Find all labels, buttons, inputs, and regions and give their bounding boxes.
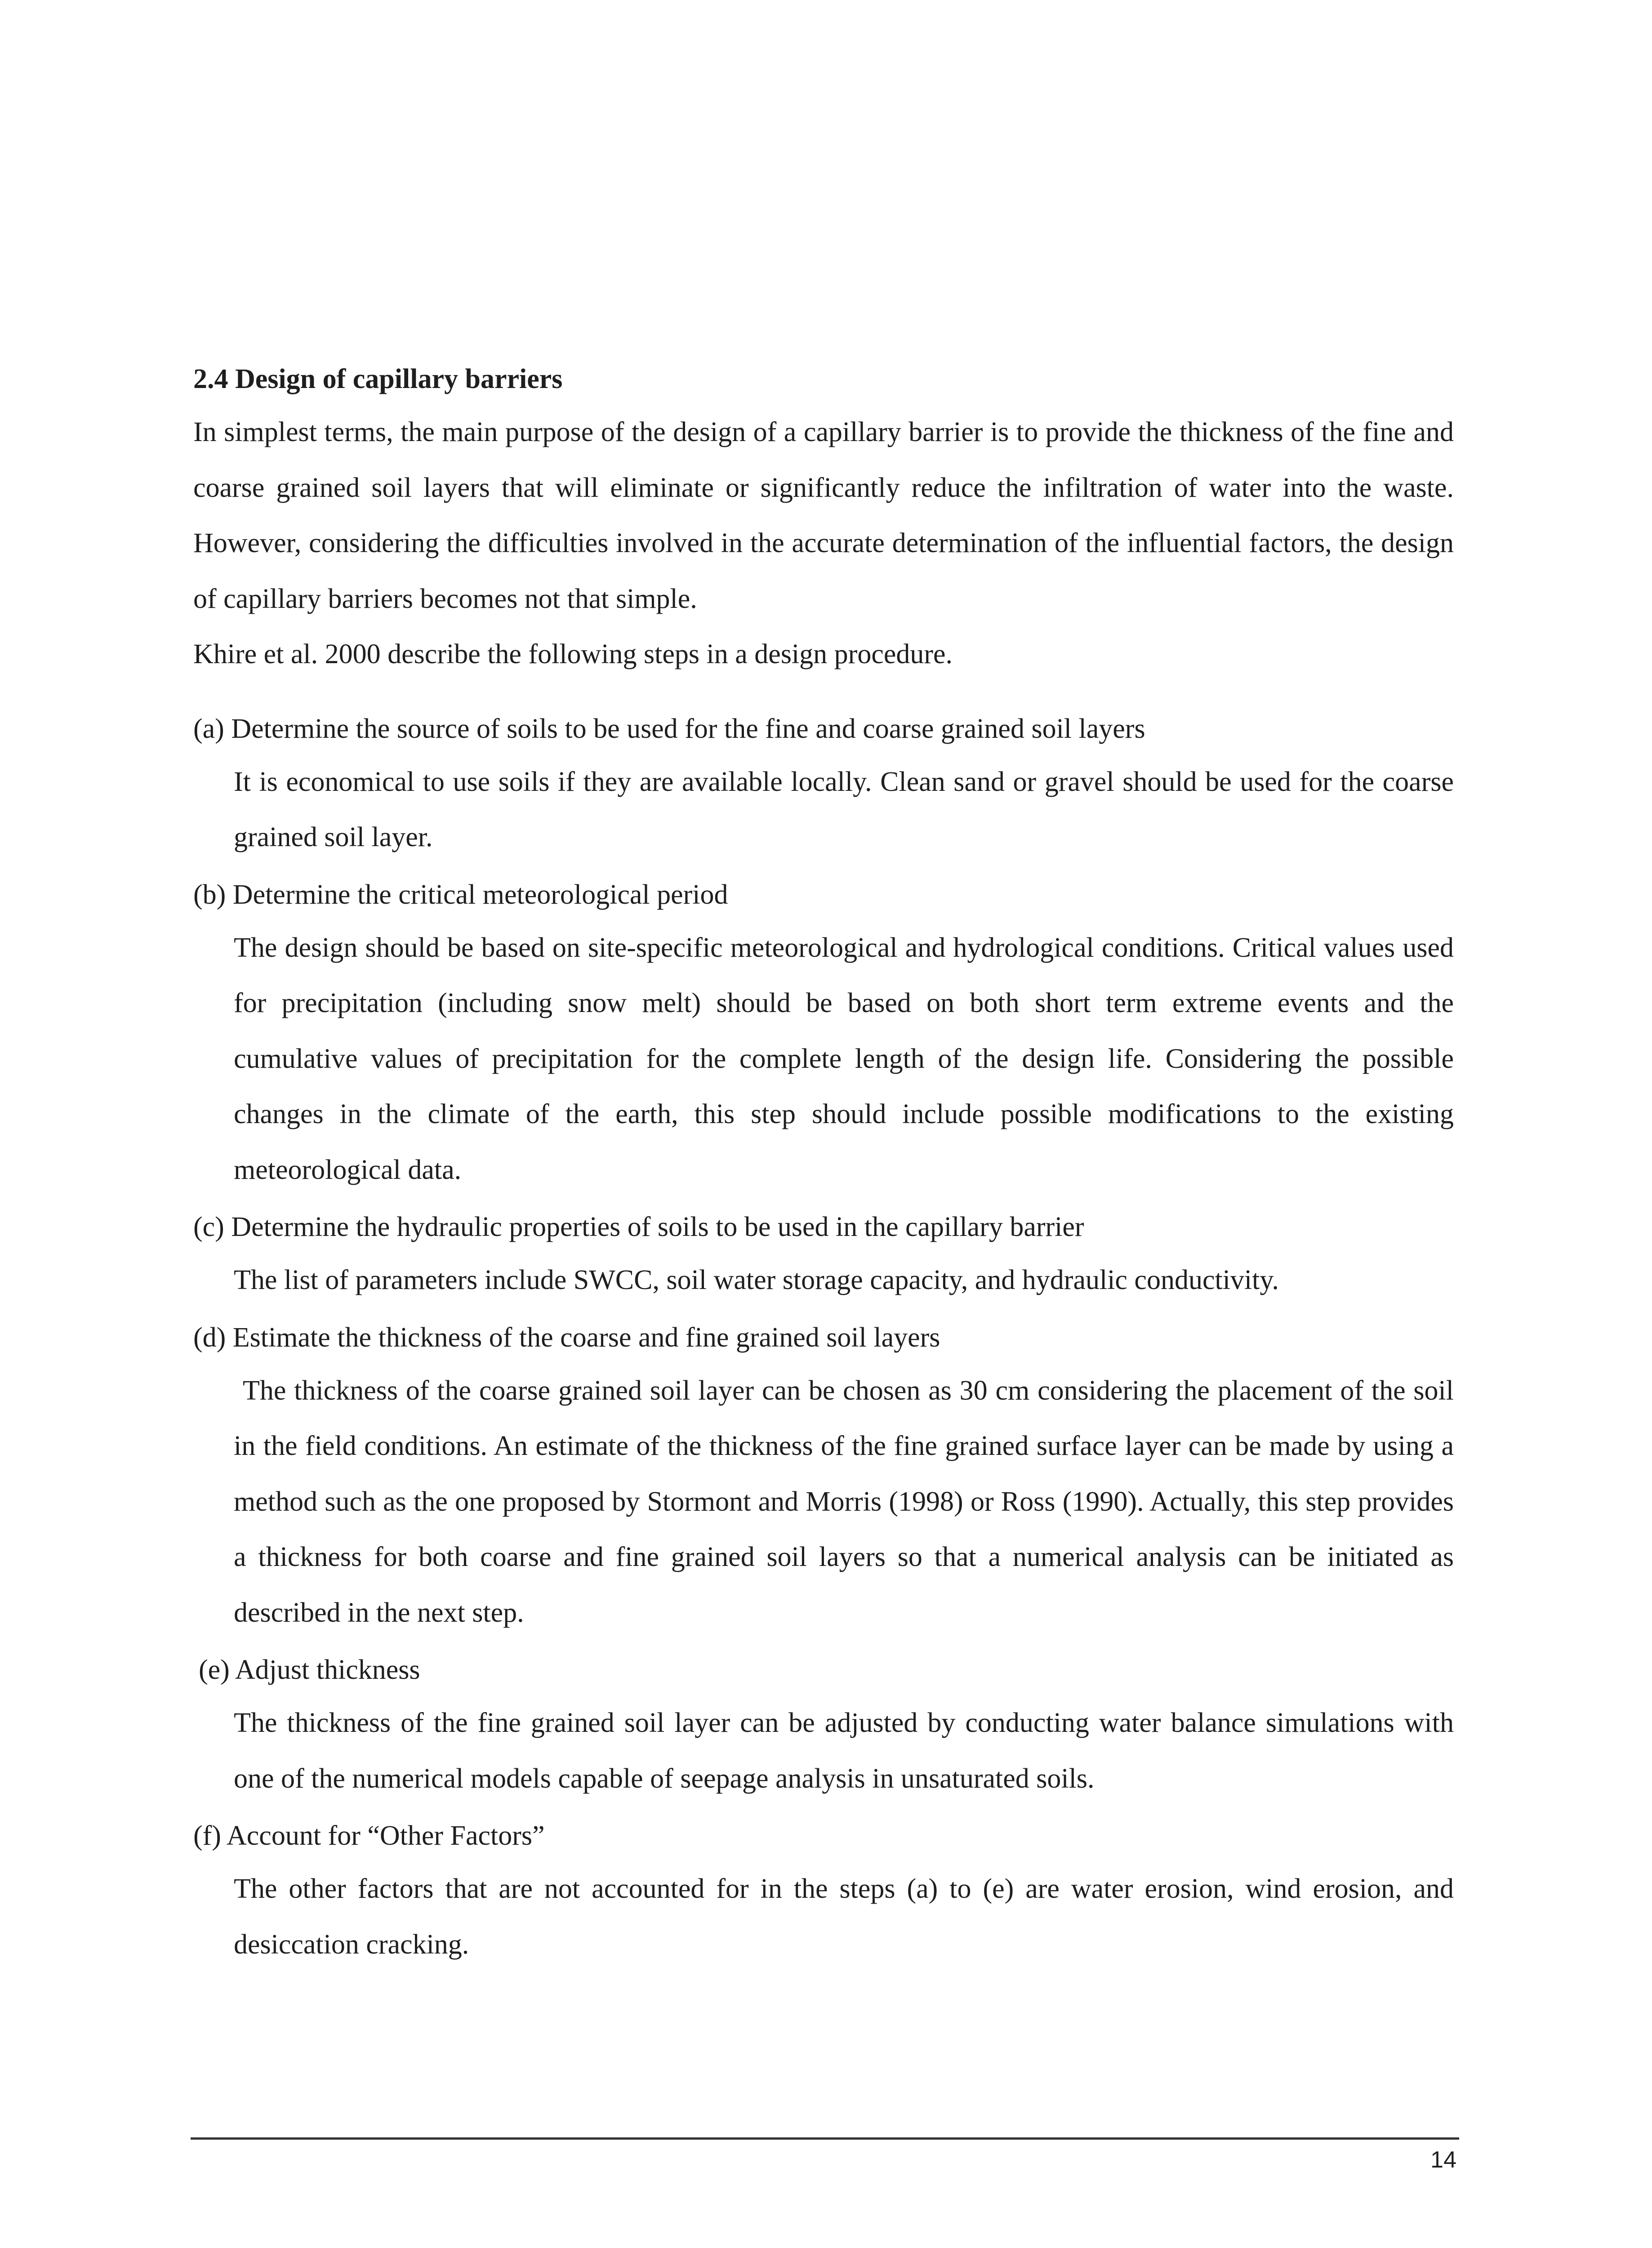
step-title: (f) Account for “Other Factors”	[193, 1820, 545, 1851]
design-step-b	[193, 879, 1454, 1198]
design-step-f	[193, 1820, 1454, 1972]
step-title: (b) Determine the critical meteorological period	[193, 879, 728, 910]
intro-paragraph-last-line: Khire et al. 2000 describe the following steps in a design procedure.	[193, 639, 953, 669]
step-title: (a) Determine the source of soils to be used for the fine and coarse grained soil layers	[193, 713, 1145, 744]
design-steps-list	[193, 713, 1454, 1973]
step-body: It is economical to use soils if they are available locally. Clean sand or gravel should be used for the coarse grained soil layer.	[234, 766, 1454, 852]
section-heading: 2.4 Design of capillary barriers	[193, 364, 563, 394]
step-body: The thickness of the coarse grained soil layer can be chosen as 30 cm considering the placement of the soil in the field conditions. An estimate of the thickness of the fine grained surface layer can be made by using a method such as the one proposed by Stormont and Morris (1998) or Ross (1990). Actually, this step provides a thickness for both coarse and fine grained soil layers so that a numerical analysis can be initiated as described in the next step.	[234, 1375, 1454, 1628]
step-title: (e) Adjust thickness	[199, 1655, 420, 1685]
step-title: (d) Estimate the thickness of the coarse and fine grained soil layers	[193, 1322, 940, 1353]
step-body: The other factors that are not accounted for in the steps (a) to (e) are water erosion, wind erosion, and desiccation cracking.	[234, 1873, 1454, 1960]
design-step-e	[193, 1654, 1454, 1806]
page-content	[193, 363, 1454, 1986]
step-title: (c) Determine the hydraulic properties of soils to be used in the capillary barrier	[193, 1212, 1084, 1242]
step-body: The list of parameters include SWCC, soil water storage capacity, and hydraulic conductivity.	[234, 1265, 1279, 1295]
footer-divider	[191, 2137, 1459, 2140]
step-body: The thickness of the fine grained soil layer can be adjusted by conducting water balance simulations with one of the numerical models capable of seepage analysis in unsaturated soils.	[234, 1708, 1454, 1794]
intro-paragraph: In simplest terms, the main purpose of the design of a capillary barrier is to provide the thickness of the fine and coarse grained soil layers that will eliminate or significantly reduce the infiltration of water into the waste. However, considering the difficulties involved in the accurate determination of the influential factors, the design of capillary barriers becomes not that simple.	[193, 417, 1454, 614]
design-step-c	[193, 1211, 1454, 1308]
design-step-d	[193, 1322, 1454, 1641]
page-number: 14	[1430, 2147, 1456, 2173]
design-step-a	[193, 713, 1454, 865]
step-body: The design should be based on site-specific meteorological and hydrological conditions. Critical values used for precipitation (including snow melt) should be based on both short term extreme events and the cumulative values of precipitation for the complete length of the design life. Considering the possible changes in the climate of the earth, this step should include possible modifications to the existing meteorological data.	[234, 932, 1454, 1185]
